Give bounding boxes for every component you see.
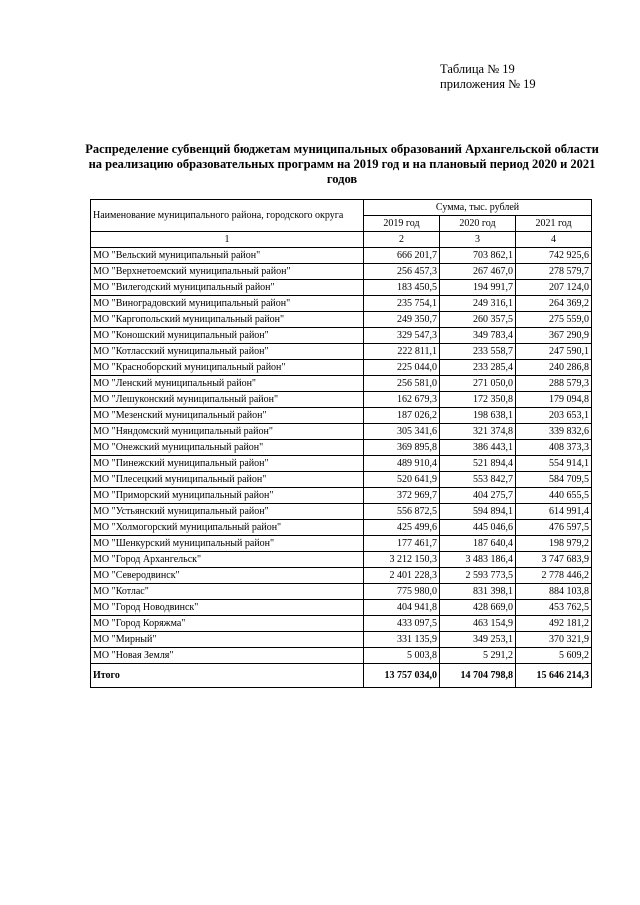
value-2021: 5 609,2 bbox=[516, 648, 592, 664]
value-2020: 267 467,0 bbox=[440, 264, 516, 280]
value-2019: 249 350,7 bbox=[364, 312, 440, 328]
value-2020: 194 991,7 bbox=[440, 280, 516, 296]
value-2021: 2 778 446,2 bbox=[516, 568, 592, 584]
table-row bbox=[91, 456, 592, 472]
value-2021: 453 762,5 bbox=[516, 600, 592, 616]
table-row bbox=[91, 328, 592, 344]
table-row bbox=[91, 472, 592, 488]
value-2020: 172 350,8 bbox=[440, 392, 516, 408]
table-row bbox=[91, 504, 592, 520]
table-number-label: Таблица № 19 bbox=[440, 62, 515, 76]
table-row bbox=[91, 616, 592, 632]
table-row bbox=[91, 360, 592, 376]
value-2021: 584 709,5 bbox=[516, 472, 592, 488]
municipality-name: МО "Вилегодский муниципальный район" bbox=[91, 280, 364, 296]
table-row bbox=[91, 280, 592, 296]
table-row bbox=[91, 488, 592, 504]
appendix-label: приложения № 19 bbox=[440, 77, 536, 91]
value-2019: 162 679,3 bbox=[364, 392, 440, 408]
value-2019: 222 811,1 bbox=[364, 344, 440, 360]
value-2020: 349 783,4 bbox=[440, 328, 516, 344]
value-2021: 203 653,1 bbox=[516, 408, 592, 424]
value-2019: 404 941,8 bbox=[364, 600, 440, 616]
total-2021: 15 646 214,3 bbox=[516, 664, 592, 688]
municipality-name: МО "Вельский муниципальный район" bbox=[91, 248, 364, 264]
table-row bbox=[91, 264, 592, 280]
column-numbers-row bbox=[91, 232, 592, 248]
municipality-name: МО "Котлас" bbox=[91, 584, 364, 600]
column-number: 4 bbox=[516, 232, 592, 248]
column-header-sum: Сумма, тыс. рублей bbox=[364, 200, 592, 216]
value-2020: 187 640,4 bbox=[440, 536, 516, 552]
value-2020: 445 046,6 bbox=[440, 520, 516, 536]
value-2019: 433 097,5 bbox=[364, 616, 440, 632]
municipality-name: МО "Мезенский муниципальный район" bbox=[91, 408, 364, 424]
value-2019: 329 547,3 bbox=[364, 328, 440, 344]
table-row bbox=[91, 296, 592, 312]
value-2020: 260 357,5 bbox=[440, 312, 516, 328]
page-header bbox=[440, 62, 536, 92]
municipality-name: МО "Город Новодвинск" bbox=[91, 600, 364, 616]
value-2021: 554 914,1 bbox=[516, 456, 592, 472]
value-2020: 198 638,1 bbox=[440, 408, 516, 424]
table-row bbox=[91, 600, 592, 616]
value-2020: 386 443,1 bbox=[440, 440, 516, 456]
municipality-name: МО "Виноградовский муниципальный район" bbox=[91, 296, 364, 312]
value-2021: 476 597,5 bbox=[516, 520, 592, 536]
municipality-name: МО "Плесецкий муниципальный район" bbox=[91, 472, 364, 488]
total-label: Итого bbox=[91, 664, 364, 688]
municipality-name: МО "Мирный" bbox=[91, 632, 364, 648]
municipality-name: МО "Верхнетоемский муниципальный район" bbox=[91, 264, 364, 280]
value-2021: 440 655,5 bbox=[516, 488, 592, 504]
value-2019: 372 969,7 bbox=[364, 488, 440, 504]
value-2020: 404 275,7 bbox=[440, 488, 516, 504]
table-row bbox=[91, 632, 592, 648]
value-2020: 703 862,1 bbox=[440, 248, 516, 264]
table-row bbox=[91, 312, 592, 328]
table-row bbox=[91, 392, 592, 408]
value-2019: 520 641,9 bbox=[364, 472, 440, 488]
value-2021: 179 094,8 bbox=[516, 392, 592, 408]
total-2020: 14 704 798,8 bbox=[440, 664, 516, 688]
column-header-2020: 2020 год bbox=[440, 216, 516, 232]
value-2019: 331 135,9 bbox=[364, 632, 440, 648]
municipality-name: МО "Пинежский муниципальный район" bbox=[91, 456, 364, 472]
column-header-2019: 2019 год bbox=[364, 216, 440, 232]
municipality-name: МО "Город Коряжма" bbox=[91, 616, 364, 632]
total-2019: 13 757 034,0 bbox=[364, 664, 440, 688]
value-2019: 425 499,6 bbox=[364, 520, 440, 536]
value-2021: 288 579,3 bbox=[516, 376, 592, 392]
value-2019: 256 581,0 bbox=[364, 376, 440, 392]
value-2020: 321 374,8 bbox=[440, 424, 516, 440]
table-row bbox=[91, 248, 592, 264]
table-row bbox=[91, 424, 592, 440]
value-2019: 305 341,6 bbox=[364, 424, 440, 440]
value-2019: 2 401 228,3 bbox=[364, 568, 440, 584]
value-2020: 594 894,1 bbox=[440, 504, 516, 520]
value-2019: 775 980,0 bbox=[364, 584, 440, 600]
value-2021: 275 559,0 bbox=[516, 312, 592, 328]
value-2019: 5 003,8 bbox=[364, 648, 440, 664]
value-2019: 187 026,2 bbox=[364, 408, 440, 424]
table-row bbox=[91, 648, 592, 664]
value-2020: 271 050,0 bbox=[440, 376, 516, 392]
table-row bbox=[91, 440, 592, 456]
value-2021: 492 181,2 bbox=[516, 616, 592, 632]
value-2020: 5 291,2 bbox=[440, 648, 516, 664]
value-2021: 3 747 683,9 bbox=[516, 552, 592, 568]
municipality-name: МО "Котласский муниципальный район" bbox=[91, 344, 364, 360]
value-2021: 884 103,8 bbox=[516, 584, 592, 600]
value-2021: 367 290,9 bbox=[516, 328, 592, 344]
value-2020: 2 593 773,5 bbox=[440, 568, 516, 584]
value-2021: 207 124,0 bbox=[516, 280, 592, 296]
value-2020: 428 669,0 bbox=[440, 600, 516, 616]
column-header-2021: 2021 год bbox=[516, 216, 592, 232]
municipality-name: МО "Онежский муниципальный район" bbox=[91, 440, 364, 456]
table-row bbox=[91, 584, 592, 600]
value-2019: 489 910,4 bbox=[364, 456, 440, 472]
municipality-name: МО "Новая Земля" bbox=[91, 648, 364, 664]
municipality-name: МО "Шенкурский муниципальный район" bbox=[91, 536, 364, 552]
value-2021: 408 373,3 bbox=[516, 440, 592, 456]
value-2020: 249 316,1 bbox=[440, 296, 516, 312]
municipality-name: МО "Город Архангельск" bbox=[91, 552, 364, 568]
value-2019: 3 212 150,3 bbox=[364, 552, 440, 568]
value-2020: 3 483 186,4 bbox=[440, 552, 516, 568]
municipality-name: МО "Каргопольский муниципальный район" bbox=[91, 312, 364, 328]
value-2020: 233 285,4 bbox=[440, 360, 516, 376]
table-row bbox=[91, 520, 592, 536]
value-2019: 225 044,0 bbox=[364, 360, 440, 376]
value-2020: 233 558,7 bbox=[440, 344, 516, 360]
municipality-name: МО "Коношский муниципальный район" bbox=[91, 328, 364, 344]
table-row bbox=[91, 536, 592, 552]
value-2021: 240 286,8 bbox=[516, 360, 592, 376]
document-title: Распределение субвенций бюджетам муниципальных образований Архангельской области на реализацию образовательных программ на 2019 год и на плановый период 2020 и 2021 годов bbox=[85, 142, 599, 186]
municipality-name: МО "Холмогорский муниципальный район" bbox=[91, 520, 364, 536]
municipality-name: МО "Няндомский муниципальный район" bbox=[91, 424, 364, 440]
municipality-name: МО "Ленский муниципальный район" bbox=[91, 376, 364, 392]
value-2021: 278 579,7 bbox=[516, 264, 592, 280]
value-2020: 349 253,1 bbox=[440, 632, 516, 648]
column-number: 1 bbox=[91, 232, 364, 248]
value-2019: 177 461,7 bbox=[364, 536, 440, 552]
table-row bbox=[91, 568, 592, 584]
value-2019: 666 201,7 bbox=[364, 248, 440, 264]
column-header-name: Наименование муниципального района, городского округа bbox=[91, 200, 364, 232]
table-row bbox=[91, 344, 592, 360]
header-row bbox=[91, 200, 592, 216]
column-number: 2 bbox=[364, 232, 440, 248]
table-body bbox=[91, 248, 592, 664]
table-row bbox=[91, 552, 592, 568]
value-2021: 247 590,1 bbox=[516, 344, 592, 360]
value-2020: 463 154,9 bbox=[440, 616, 516, 632]
total-row bbox=[91, 664, 592, 688]
value-2019: 256 457,3 bbox=[364, 264, 440, 280]
column-number: 3 bbox=[440, 232, 516, 248]
value-2020: 831 398,1 bbox=[440, 584, 516, 600]
municipality-name: МО "Лешуконский муниципальный район" bbox=[91, 392, 364, 408]
value-2020: 553 842,7 bbox=[440, 472, 516, 488]
subvention-table bbox=[90, 199, 592, 688]
value-2019: 235 754,1 bbox=[364, 296, 440, 312]
value-2019: 556 872,5 bbox=[364, 504, 440, 520]
value-2021: 264 369,2 bbox=[516, 296, 592, 312]
value-2021: 198 979,2 bbox=[516, 536, 592, 552]
value-2019: 183 450,5 bbox=[364, 280, 440, 296]
value-2020: 521 894,4 bbox=[440, 456, 516, 472]
municipality-name: МО "Устьянский муниципальный район" bbox=[91, 504, 364, 520]
municipality-name: МО "Приморский муниципальный район" bbox=[91, 488, 364, 504]
municipality-name: МО "Северодвинск" bbox=[91, 568, 364, 584]
value-2021: 339 832,6 bbox=[516, 424, 592, 440]
value-2019: 369 895,8 bbox=[364, 440, 440, 456]
value-2021: 614 991,4 bbox=[516, 504, 592, 520]
table-row bbox=[91, 408, 592, 424]
value-2021: 742 925,6 bbox=[516, 248, 592, 264]
value-2021: 370 321,9 bbox=[516, 632, 592, 648]
municipality-name: МО "Красноборский муниципальный район" bbox=[91, 360, 364, 376]
table-row bbox=[91, 376, 592, 392]
